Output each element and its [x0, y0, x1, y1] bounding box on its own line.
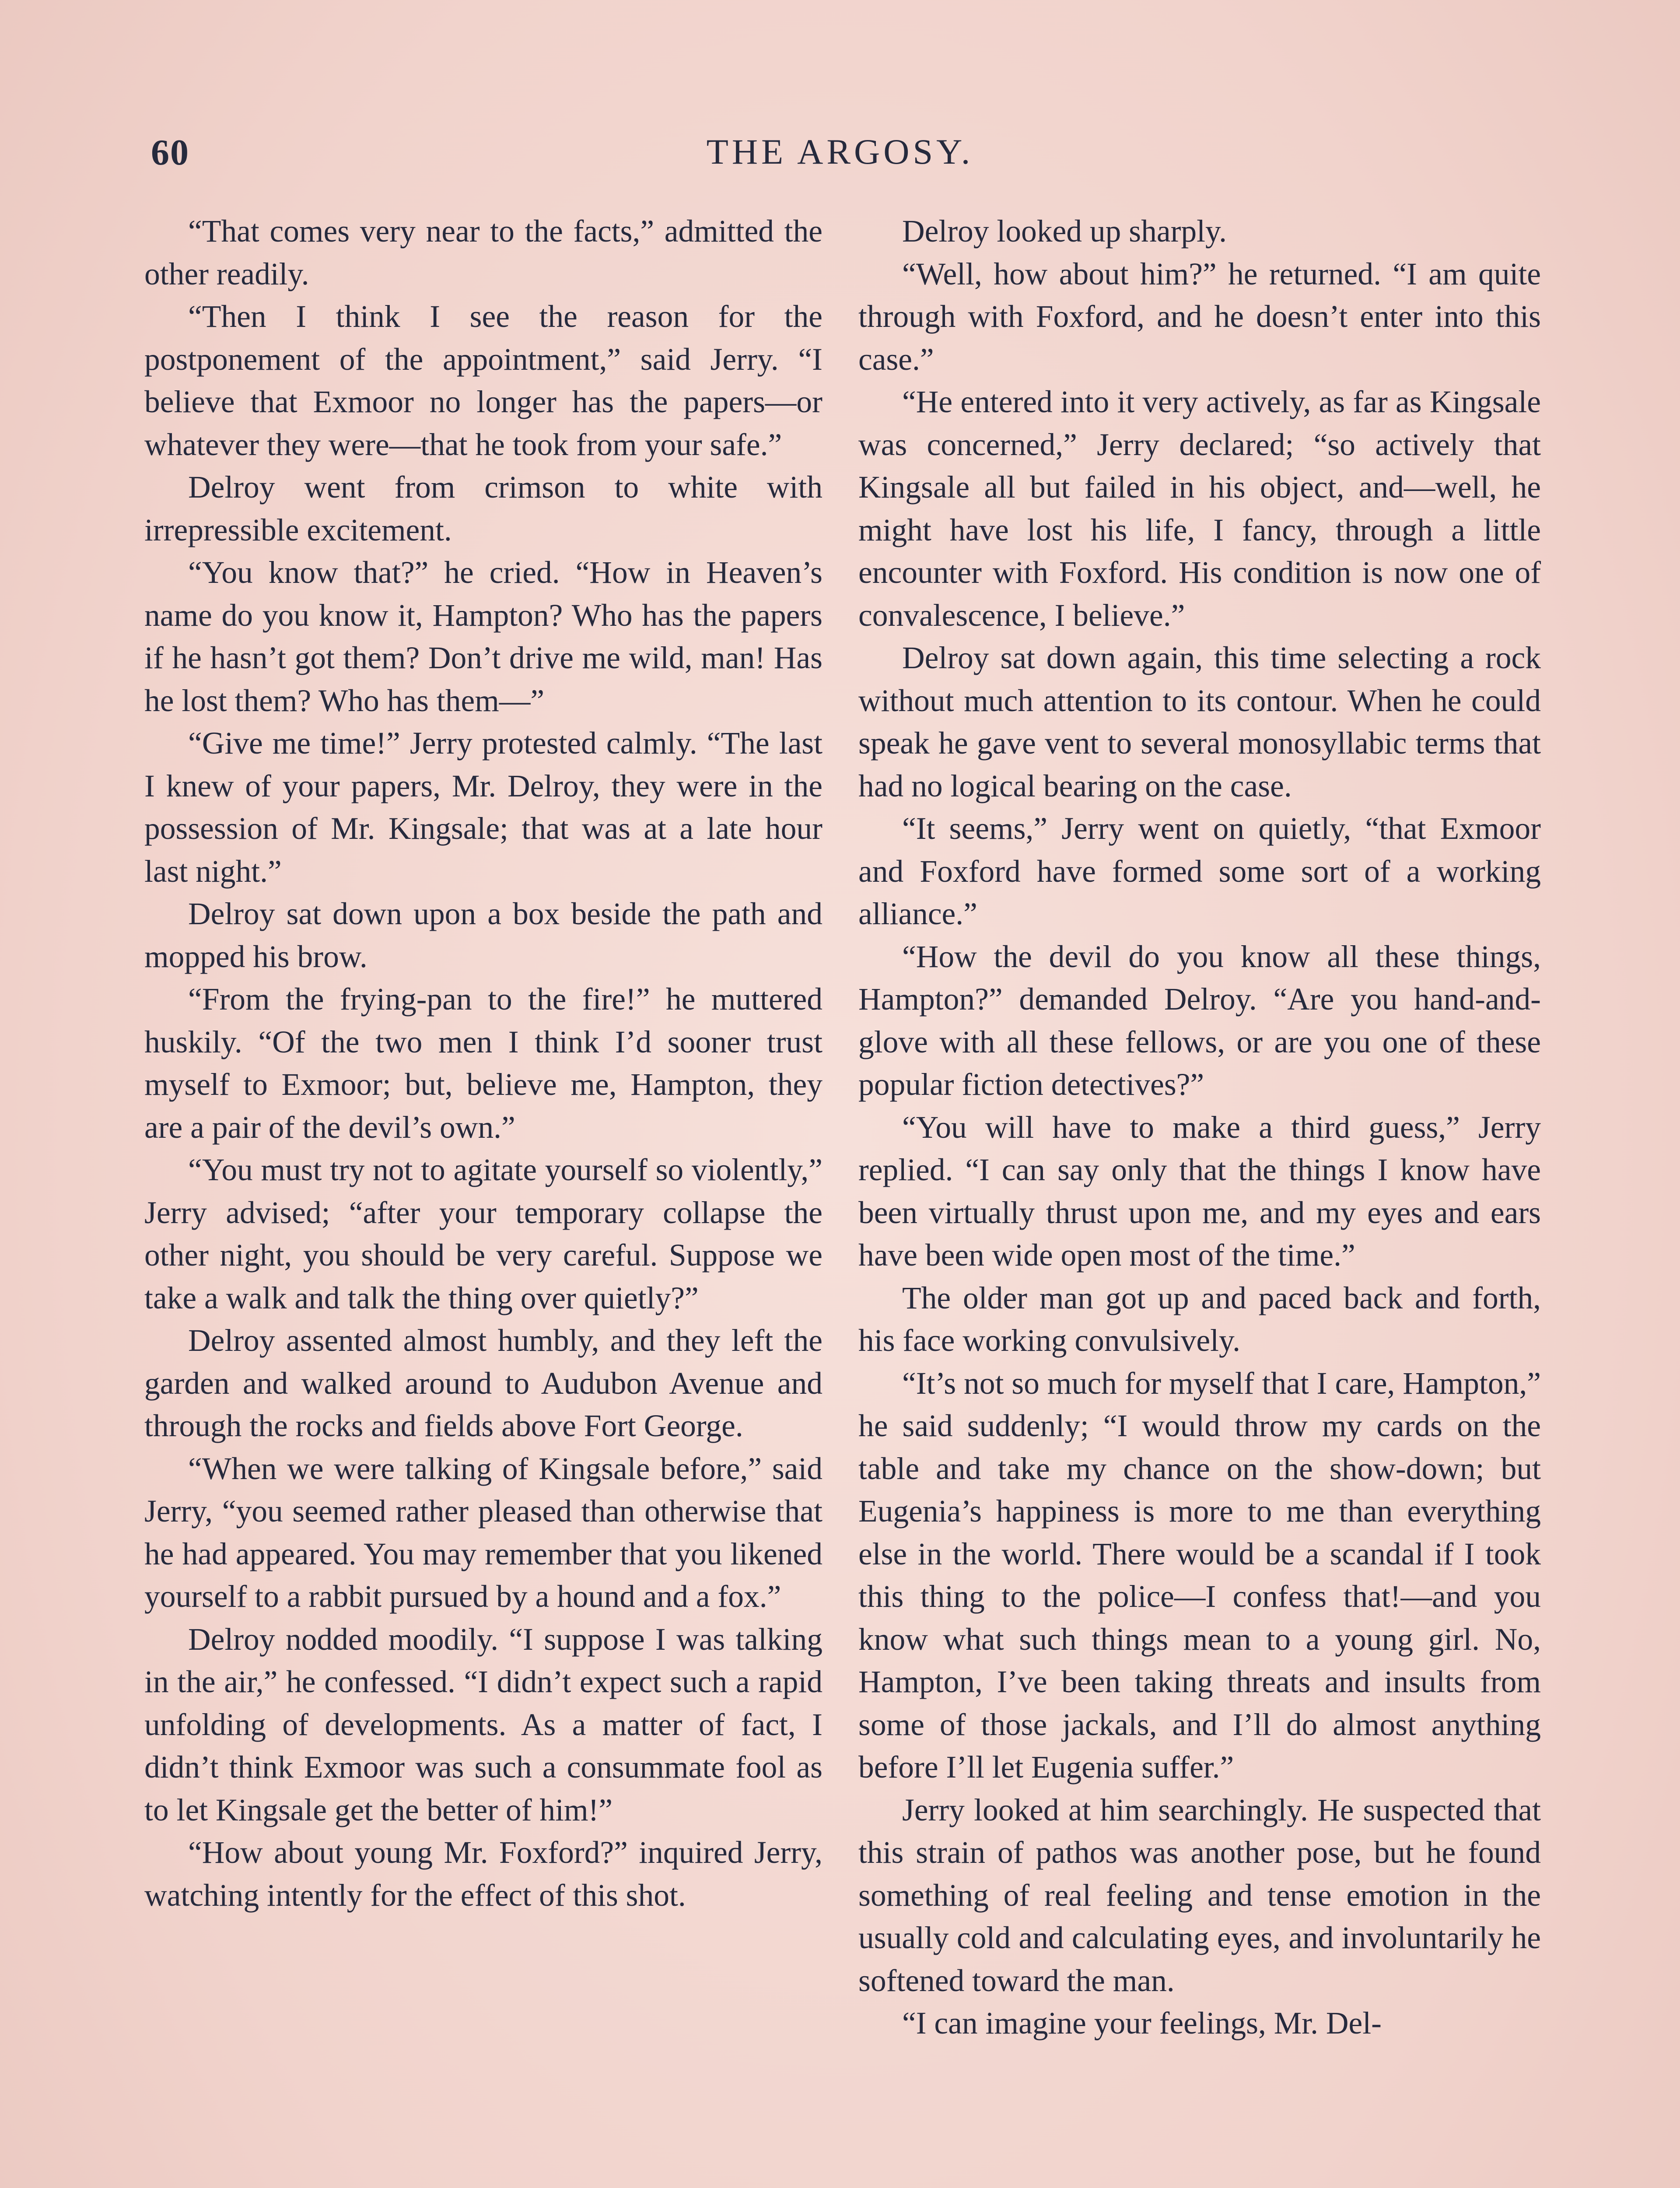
- paragraph: “Well, how about him?” he returned. “I am quite through with Foxford, and he doesn’t enter into this case.”: [858, 256, 1541, 377]
- running-head: THE ARGOSY.: [706, 132, 974, 172]
- paragraph: “When we were talking of Kingsale before,” said Jerry, “you seemed rather pleased than otherwise that he had appeared. You may remember that you likened yourself to a rabbit pursued by a hound and a fox.”: [144, 1451, 822, 1614]
- paragraph: Delroy sat down again, this time selecting a rock without much attention to its contour. When he could speak he gave vent to several monosyllabic terms that had no logical bearing on the case.: [858, 641, 1541, 803]
- paragraph: “From the frying-pan to the fire!” he muttered huskily. “Of the two men I think I’d sooner trust myself to Exmoor; but, believe me, Hampton, they are a pair of the devil’s own.”: [144, 982, 822, 1145]
- paragraph: “How the devil do you know all these things, Hampton?” demanded Delroy. “Are you hand-and-glove with all these fellows, or are you one of these popular fiction detectives?”: [858, 939, 1541, 1102]
- paragraph: “He entered into it very actively, as far as Kingsale was concerned,” Jerry declared; “so actively that Kingsale all but failed in his object, and—well, he might have lost his life, I fancy, through a little encounter with Foxford. His condition is now one of convalescence, I believe.”: [858, 385, 1541, 633]
- paragraph: “Then I think I see the reason for the postponement of the appointment,” said Jerry. “I believe that Exmoor no longer has the papers—or whatever they were—that he took from your safe.”: [144, 299, 822, 462]
- paragraph: Delroy nodded moodily. “I suppose I was talking in the air,” he confessed. “I didn’t expect such a rapid unfolding of developments. As a matter of fact, I didn’t think Exmoor was such a consummate fool as to let Kingsale get the better of him!”: [144, 1622, 822, 1827]
- paragraph: “That comes very near to the facts,” admitted the other readily.: [144, 214, 822, 291]
- paragraph: “I can imagine your feelings, Mr. Del-: [902, 2006, 1382, 2041]
- page-number: 60: [151, 132, 189, 173]
- paragraph: “How about young Mr. Foxford?” inquired Jerry, watching intently for the effect of this shot.: [144, 1835, 822, 1913]
- paragraph: Delroy sat down upon a box beside the path and mopped his brow.: [144, 897, 822, 974]
- paragraph: “You know that?” he cried. “How in Heaven’s name do you know it, Hampton? Who has the papers if he hasn’t got them? Don’t drive me wild, man! Has he lost them? Who has them—”: [144, 555, 822, 718]
- left-column: [144, 210, 822, 1917]
- paragraph: Delroy assented almost humbly, and they left the garden and walked around to Audubon Avenue and through the rocks and fields above Fort George.: [144, 1323, 822, 1443]
- paragraph: “It’s not so much for myself that I care, Hampton,” he said suddenly; “I would throw my cards on the table and take my chance on the show-down; but Eugenia’s happiness is more to me than everything else in the world. There would be a scandal if I took this thing to the police—I confess that!—and you know what such things mean to a young girl. No, Hampton, I’ve been taking threats and insults from some of those jackals, and I’ll do almost anything before I’ll let Eugenia suffer.”: [858, 1366, 1541, 1785]
- paragraph: “You will have to make a third guess,” Jerry replied. “I can say only that the things I know have been virtually thrust upon me, and my eyes and ears have been wide open most of the time.”: [858, 1110, 1541, 1273]
- paragraph: “Give me time!” Jerry protested calmly. “The last I knew of your papers, Mr. Delroy, they were in the possession of Mr. Kingsale; that was at a late hour last night.”: [144, 726, 822, 889]
- paragraph: The older man got up and paced back and forth, his face working convulsively.: [858, 1280, 1541, 1358]
- paragraph: Delroy looked up sharply.: [902, 214, 1227, 249]
- paragraph: Delroy went from crimson to white with irrepressible excitement.: [144, 470, 822, 547]
- paragraph: “You must try not to agitate yourself so violently,” Jerry advised; “after your temporary collapse the other night, you should be very careful. Suppose we take a walk and talk the thing over quietly?”: [144, 1153, 822, 1315]
- paragraph: Jerry looked at him searchingly. He suspected that this strain of pathos was another pose, but he found something of real feeling and tense emotion in the usually cold and calculating eyes, and involuntarily he softened toward the man.: [858, 1792, 1541, 1998]
- paragraph: “It seems,” Jerry went on quietly, “that Exmoor and Foxford have formed some sort of a working alliance.”: [858, 811, 1541, 931]
- right-column: [858, 210, 1541, 2045]
